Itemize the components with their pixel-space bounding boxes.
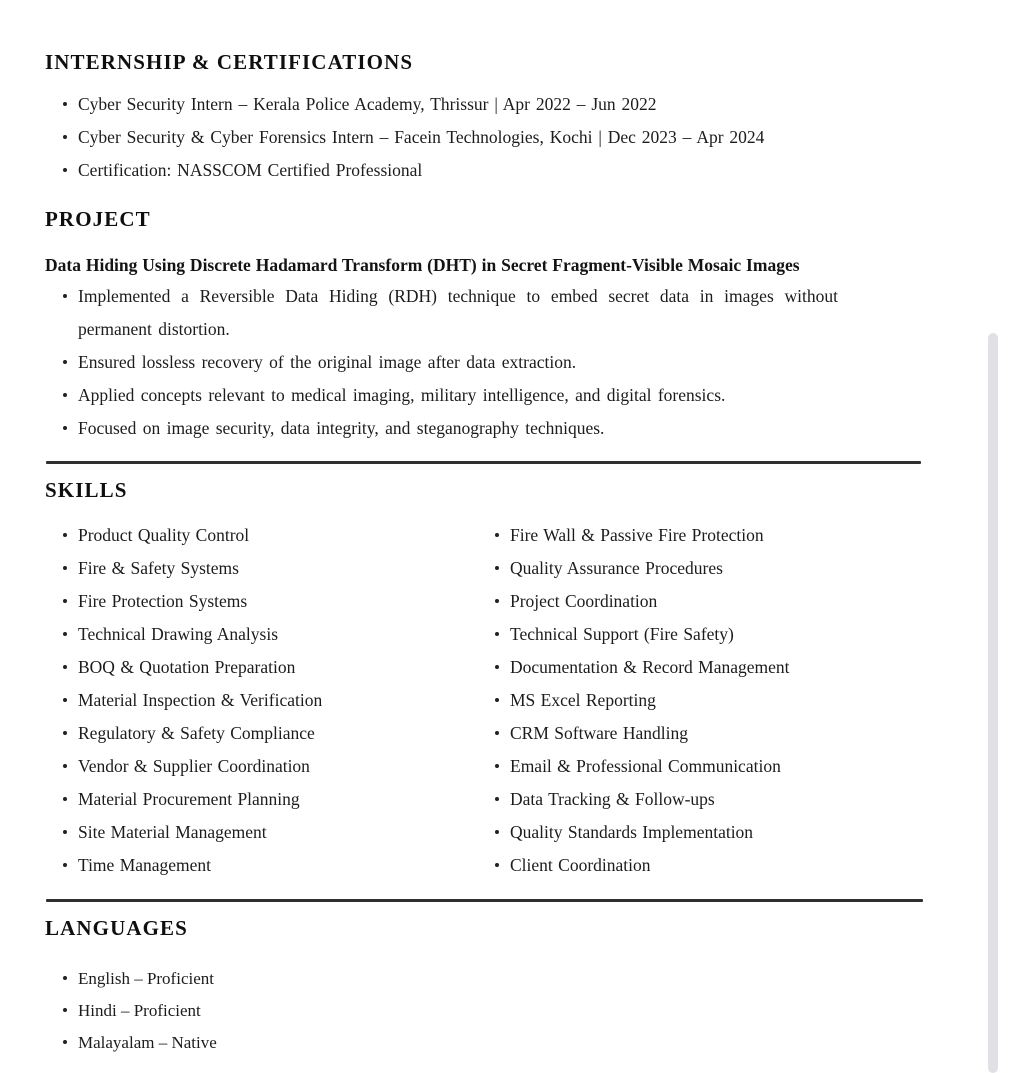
section-divider-top [46,461,921,464]
skill-item-text: Material Procurement Planning [78,789,300,809]
skill-item-text: Fire Protection Systems [78,591,248,611]
bullet-icon [63,135,67,139]
skill-item [45,717,477,750]
bullet-icon [495,731,499,735]
internship-item [45,154,764,187]
skill-item-text: Data Tracking & Follow-ups [510,789,715,809]
skill-item [477,651,945,684]
skill-item [477,750,945,783]
bullet-icon [63,665,67,669]
language-item-text: Hindi – Proficient [78,1001,201,1020]
skill-item-text: MS Excel Reporting [510,690,656,710]
bullet-icon [63,102,67,106]
skill-item [45,684,477,717]
skill-item-text: Fire & Safety Systems [78,558,239,578]
skills-right-column [477,519,945,882]
project-bullet-line [45,412,838,445]
skills-columns [45,519,945,882]
bullet-icon [495,830,499,834]
skill-item-text: Project Coordination [510,591,658,611]
bullet-icon [63,976,67,980]
languages-list [45,963,217,1059]
project-bullet-line [45,346,838,379]
skill-item-text: Technical Support (Fire Safety) [510,624,734,644]
languages-heading: LANGUAGES [45,916,188,940]
skill-item-text: Product Quality Control [78,525,250,545]
internship-item-text: Cyber Security Intern – Kerala Police Academy, Thrissur | Apr 2022 – Jun 2022 [78,94,657,114]
project-heading: PROJECT [45,207,151,231]
internship-item-text: Certification: NASSCOM Certified Professional [78,160,423,180]
skill-item-text: Vendor & Supplier Coordination [78,756,310,776]
bullet-icon [495,632,499,636]
section-divider-bottom [46,899,923,902]
internship-item [45,121,764,154]
skill-item [45,651,477,684]
skill-item [477,816,945,849]
bullet-icon [63,1008,67,1012]
bullet-icon [63,393,67,397]
skill-item-text: Material Inspection & Verification [78,690,323,710]
language-item [45,995,217,1027]
bullet-icon [495,665,499,669]
skill-item-text: Technical Drawing Analysis [78,624,279,644]
skill-item [477,618,945,651]
skill-item [477,585,945,618]
project-bullet-line [45,379,838,412]
skill-item [477,717,945,750]
bullet-icon [63,566,67,570]
language-item-text: Malayalam – Native [78,1033,217,1052]
skill-item-text: Regulatory & Safety Compliance [78,723,315,743]
language-item-text: English – Proficient [78,969,214,988]
internship-list [45,88,764,187]
bullet-icon [495,599,499,603]
skills-left-column [45,519,477,882]
skill-item-text: Quality Standards Implementation [510,822,754,842]
skill-item-text: Client Coordination [510,855,651,875]
skill-item [45,816,477,849]
bullet-icon [495,797,499,801]
skill-item-text: Time Management [78,855,212,875]
internship-item [45,88,764,121]
bullet-icon [63,360,67,364]
project-bullet-text: Applied concepts relevant to medical imaging, military intelligence, and digital forensics. [78,385,726,405]
bullet-icon [63,1040,67,1044]
bullet-icon [495,533,499,537]
project-bullet-text: Implemented a Reversible Data Hiding (RDH) technique to embed secret data in images without [78,286,838,306]
skill-item-text: Site Material Management [78,822,267,842]
skill-item [477,684,945,717]
bullet-icon [63,426,67,430]
language-item [45,1027,217,1059]
skill-item-text: Fire Wall & Passive Fire Protection [510,525,764,545]
skill-item [477,552,945,585]
bullet-icon [63,797,67,801]
bullet-icon [495,566,499,570]
skill-item [45,519,477,552]
bullet-icon [63,863,67,867]
bullet-icon [495,698,499,702]
project-bullet-text: Focused on image security, data integrity, and steganography techniques. [78,418,605,438]
skill-item [45,783,477,816]
skill-item [45,750,477,783]
project-title: Data Hiding Using Discrete Hadamard Transform (DHT) in Secret Fragment-Visible Mosaic Images [45,255,800,275]
skill-item [45,849,477,882]
skill-item-text: Documentation & Record Management [510,657,790,677]
vertical-scrollbar-thumb[interactable] [988,333,998,1073]
skill-item [477,849,945,882]
bullet-icon [63,599,67,603]
skill-item-text: BOQ & Quotation Preparation [78,657,296,677]
bullet-icon [63,698,67,702]
project-bullet-text: Ensured lossless recovery of the original image after data extraction. [78,352,577,372]
bullet-icon [63,168,67,172]
project-bullet-text: permanent distortion. [78,319,230,339]
bullet-icon [63,764,67,768]
internship-item-text: Cyber Security & Cyber Forensics Intern – Facein Technologies, Kochi | Dec 2023 – Apr 2024 [78,127,765,147]
skill-item [45,552,477,585]
skill-item-text: CRM Software Handling [510,723,688,743]
internship-certifications-heading: INTERNSHIP & CERTIFICATIONS [45,50,414,74]
bullet-icon [63,294,67,298]
skill-item [477,783,945,816]
project-bullet-list [45,280,838,445]
skill-item [477,519,945,552]
skill-item [45,585,477,618]
bullet-icon [63,830,67,834]
project-bullet-line [45,313,838,346]
bullet-icon [495,764,499,768]
skill-item [45,618,477,651]
bullet-icon [63,731,67,735]
project-bullet-line [45,280,838,313]
language-item [45,963,217,995]
skills-heading: SKILLS [45,478,128,502]
bullet-icon [63,533,67,537]
bullet-icon [63,632,67,636]
bullet-icon [495,863,499,867]
skill-item-text: Quality Assurance Procedures [510,558,723,578]
skill-item-text: Email & Professional Communication [510,756,781,776]
